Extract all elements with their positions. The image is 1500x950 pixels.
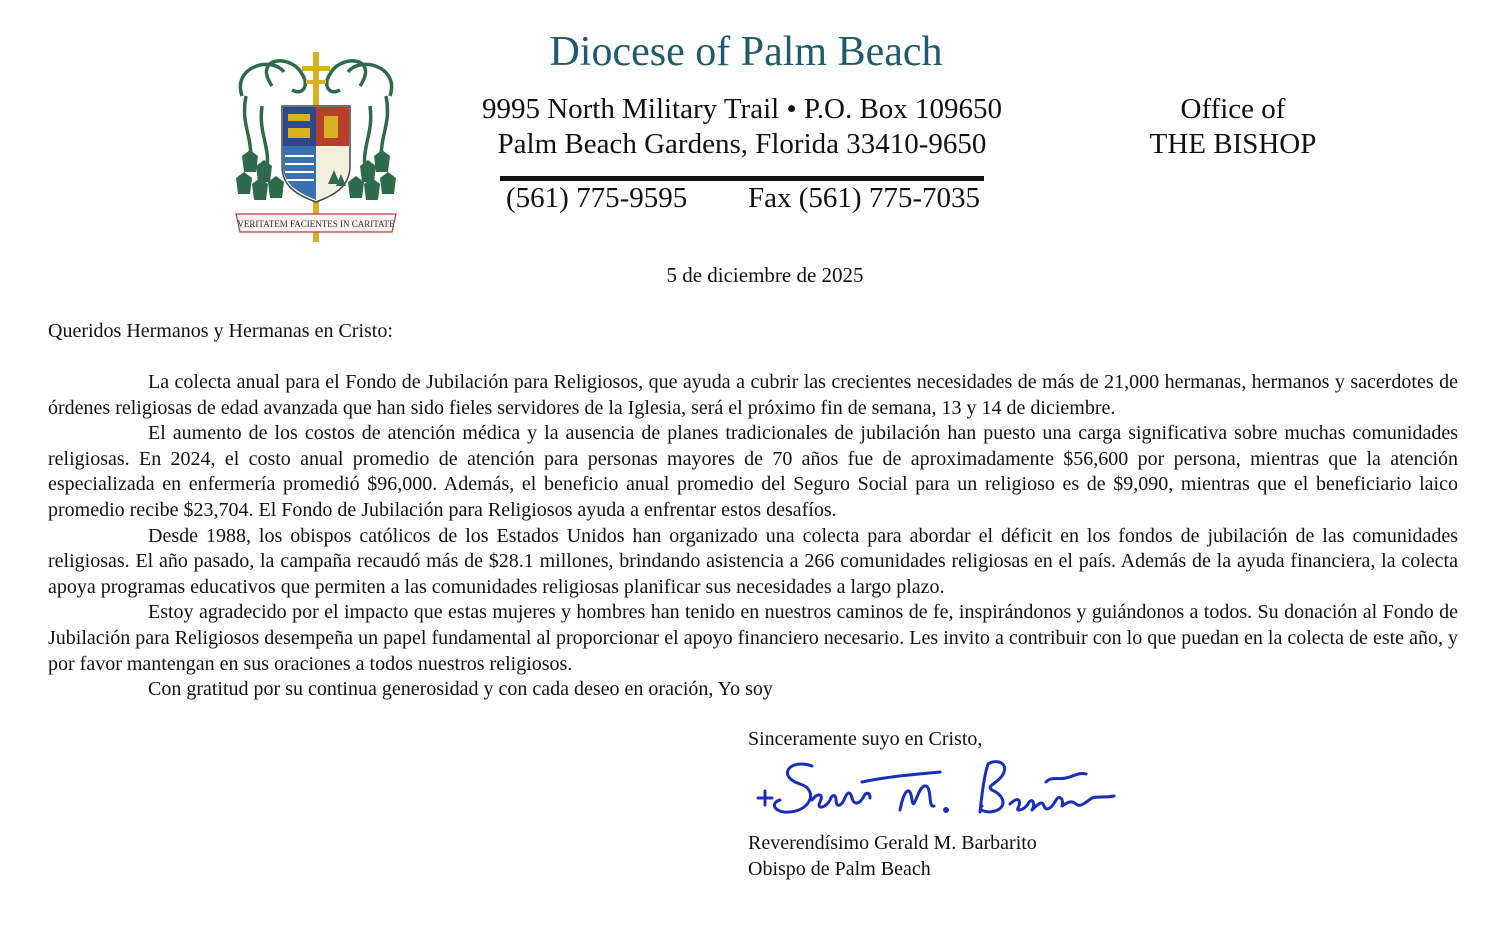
signature-image	[750, 752, 1150, 830]
motto-text: VERITATEM FACIENTES IN CARITATE	[237, 219, 395, 229]
office-line-2: THE BISHOP	[1149, 128, 1317, 160]
paragraph: La colecta anual para el Fondo de Jubilación para Religiosos, que ayuda a cubrir las crecientes necesidades de más de 21,000 hermanas, hermanos y sacerdotes de órdenes religiosas de edad avanzada que han sido fieles servidores de la Iglesia, será el próximo fin de semana, 13 y 14 de diciembre.	[48, 371, 1458, 419]
paragraph: Desde 1988, los obispos católicos de los Estados Unidos han organizado una colecta para abordar el déficit en los fondos de jubilación de las comunidades religiosas. El año pasado, la campaña recaudó más de $28.1 millones, brindando asistencia a 266 comunidades religiosas en el país. Además de la ayuda financiera, la colecta apoya programas educativos que permiten a las comunidades religiosas planificar sus necesidades a largo plazo.	[48, 524, 1458, 598]
signer-title: Obispo de Palm Beach	[748, 858, 931, 880]
signer-name: Reverendísimo Gerald M. Barbarito	[748, 832, 1037, 854]
paragraph: Con gratitud por su continua generosidad y con cada deseo en oración, Yo soy	[148, 678, 773, 701]
letter-date: 5 de diciembre de 2025	[666, 263, 864, 287]
salutation: Queridos Hermanos y Hermanas en Cristo:	[48, 320, 393, 342]
organization-name: Diocese of Palm Beach	[549, 29, 943, 75]
office-line-1: Office of	[1180, 93, 1286, 125]
coat-of-arms-logo	[232, 46, 400, 248]
address-line-1: 9995 North Military Trail • P.O. Box 109650	[481, 93, 1003, 125]
header-divider	[500, 176, 984, 181]
paragraph: Estoy agradecido por el impacto que estas mujeres y hombres han tenido en nuestros caminos de fe, inspirándonos y guiándonos a todos. Su donación al Fondo de Jubilación para Religiosos desempeña un papel fundamental al proporcionar el apoyo financiero necesario. Les invito a contribuir con lo que puedan en la colecta de este año, y por favor mantengan en sus oraciones a todos nuestros religiosos.	[48, 601, 1458, 675]
paragraph: El aumento de los costos de atención médica y la ausencia de planes tradicionales de jubilación han puesto una carga significativa sobre muchas comunidades religiosas. En 2024, el costo anual promedio de atención para personas mayores de 70 años fue de aproximadamente $56,600 por persona, mientras que la atención especializada en enfermería promedió $96,000. Además, el beneficio anual promedio del Seguro Social para un religioso es de $9,090, mientras que el beneficiario laico promedio recibe $23,704. El Fondo de Jubilación para Religiosos ayuda a enfrentar estos desafíos.	[48, 422, 1458, 521]
contact-numbers	[506, 182, 980, 215]
letter-body	[48, 370, 1458, 703]
phone-number: (561) 775-9595	[506, 182, 688, 214]
closing-line: Sinceramente suyo en Cristo,	[748, 728, 983, 750]
address-line-2: Palm Beach Gardens, Florida 33410-9650	[497, 128, 987, 160]
fax-number: Fax (561) 775-7035	[748, 182, 980, 214]
office-block	[1120, 92, 1346, 162]
